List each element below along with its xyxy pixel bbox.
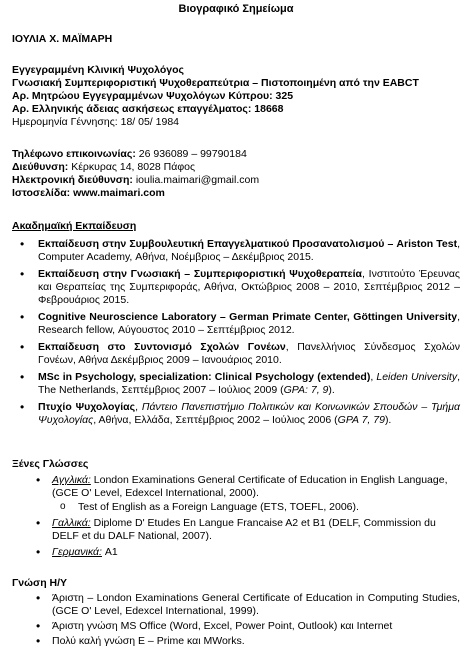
computer-skills-title: Γνώση Η/Υ — [12, 577, 68, 589]
edu-degree: Εκπαίδευση στο Συντονισμό Σχολών Γονέων — [38, 341, 286, 353]
address-value: Κέρκυρας 14, 8028 Πάφος — [71, 161, 196, 173]
address-label: Διεύθυνση: — [12, 161, 69, 173]
birth-date-value: 18/ 05/ 1984 — [120, 116, 179, 128]
education-list — [12, 238, 460, 431]
edu-institution: Πάντειο Πανεπιστήμιο Πολιτικών και Κοινωνικών Σπουδών – Τμήμα Ψυχολογίας — [38, 401, 460, 426]
language-french — [12, 517, 460, 543]
phone-label: Τηλέφωνο επικοινωνίας: — [12, 148, 136, 160]
edu-details: , — [370, 371, 377, 383]
phone-value: 26 936089 – 99790184 — [138, 148, 247, 160]
edu-details: ). — [328, 384, 335, 396]
website-value[interactable]: www.maimari.com — [73, 187, 165, 199]
edu-details: , The Netherlands, Σεπτέμβριος 2007 – Ιούλιος 2009 ( — [38, 371, 461, 396]
email-label: Ηλεκτρονική διεύθυνση: — [12, 174, 133, 186]
english-label: Αγγλικά: — [52, 474, 91, 486]
address-line — [12, 161, 462, 174]
professional-header — [12, 64, 462, 129]
computer-skills-list — [12, 592, 460, 650]
email-line — [12, 174, 462, 187]
certification-line: Γνωσιακή Συμπεριφοριστική Ψυχοθεραπεύτρια – Πιστοποιημένη από την EABCT — [12, 77, 419, 89]
english-text: London Examinations General Certificate of Education in English Language, (GCE O' Level, Edexcel International, 2000). — [52, 474, 448, 499]
list-item — [12, 401, 460, 427]
edu-gpa: GPA 7, 79 — [337, 414, 385, 426]
education-section-title: Ακαδημαϊκή Εκπαίδευση — [12, 220, 137, 232]
french-text: Diplome D' Etudes En Langue Francaise A2 et B1 (DELF, Commission du DELF et du DALF National, 2007). — [52, 517, 436, 542]
document-title: Βιογραφικό Σημείωμα — [178, 3, 294, 15]
website-label: Ιστοσελίδα: — [12, 187, 71, 199]
language-english — [12, 474, 460, 514]
list-item — [12, 268, 460, 307]
languages-list — [12, 474, 460, 562]
cyprus-registration: Αρ. Μητρώου Εγγεγραμμένων Ψυχολόγων Κύπρου: 325 — [12, 90, 294, 102]
contact-info — [12, 148, 462, 200]
edu-details: , Ινστιτούτο Έρευνας και Θεραπείας της Συμπεριφοράς, Αθήνα, Οκτώβριος 2008 – 2010, Σεπτέμβριος 2012 – Φεβρουάριος 2015. — [38, 268, 460, 306]
list-item: • Πολύ καλή γνώση E – Prime και MWorks. — [12, 635, 460, 648]
edu-details: , Computer Academy, Αθήνα, Νοέμβριος – Δεκέμβριος 2015. — [38, 238, 460, 263]
list-item — [12, 311, 460, 337]
edu-details: , — [135, 401, 142, 413]
edu-degree: Πτυχίο Ψυχολογίας — [38, 401, 136, 413]
birth-date-line — [12, 116, 462, 129]
list-item: • Άριστη – London Examinations General Certificate of Education in Computing Studies, (GCE O' Level, Edexcel International, 1999). — [12, 592, 460, 618]
list-item — [12, 238, 460, 264]
list-item: • Άριστη γνώση MS Office (Word, Excel, Power Point, Outlook) και Internet — [12, 620, 460, 633]
edu-details: , Αθήνα, Ελλάδα, Σεπτέμβριος 2002 – Ιούλιος 2006 ( — [93, 414, 338, 426]
email-value[interactable]: ioulia.maimari@gmail.com — [135, 174, 260, 186]
list-item — [12, 371, 460, 397]
language-german — [12, 546, 460, 559]
edu-details: ). — [384, 414, 392, 426]
list-item — [12, 341, 460, 367]
greek-license: Αρ. Ελληνικής άδειας ασκήσεως επαγγέλματος: 18668 — [12, 103, 284, 115]
edu-details: , Research fellow, Αύγουστος 2010 – Σεπτέμβριος 2012. — [38, 311, 460, 336]
list-item: o Test of English as a Foreign Language (ETS, TOEFL, 2006). — [52, 501, 460, 514]
person-name: ΙΟΥΛΙΑ Χ. ΜΑΪΜΑΡΗ — [12, 33, 113, 45]
phone-line — [12, 148, 462, 161]
english-sublist — [52, 501, 460, 514]
languages-section-title: Ξένες Γλώσσες — [12, 458, 89, 470]
website-line — [12, 187, 462, 200]
edu-degree: Εκπαίδευση στην Συμβουλευτική Επαγγελματικού Προσανατολισμού – Ariston Test — [38, 238, 458, 250]
edu-institution: Leiden University — [376, 371, 458, 383]
birth-date-label: Ημερομηνία Γέννησης: — [12, 116, 118, 128]
german-text: A1 — [101, 546, 118, 558]
edu-degree: Εκπαίδευση στην Γνωσιακή – Συμπεριφοριστική Ψυχοθεραπεία — [38, 268, 362, 280]
edu-degree: Cognitive Neuroscience Laboratory – German Primate Center, Göttingen University — [38, 311, 458, 323]
edu-details: , Πανελλήνιος Σύνδεσμος Σχολών Γονέων, Αθήνα Δεκέμβριος 2009 – Ιανουάριος 2010. — [38, 341, 460, 366]
french-label: Γαλλικά: — [52, 517, 91, 529]
edu-degree: MSc in Psychology, specialization: Clinical Psychology (extended) — [38, 371, 371, 383]
role-title: Εγγεγραμμένη Κλινική Ψυχολόγος — [12, 64, 185, 76]
german-label: Γερμανικά: — [52, 546, 102, 558]
edu-gpa: GPA: 7, 9 — [283, 384, 329, 396]
